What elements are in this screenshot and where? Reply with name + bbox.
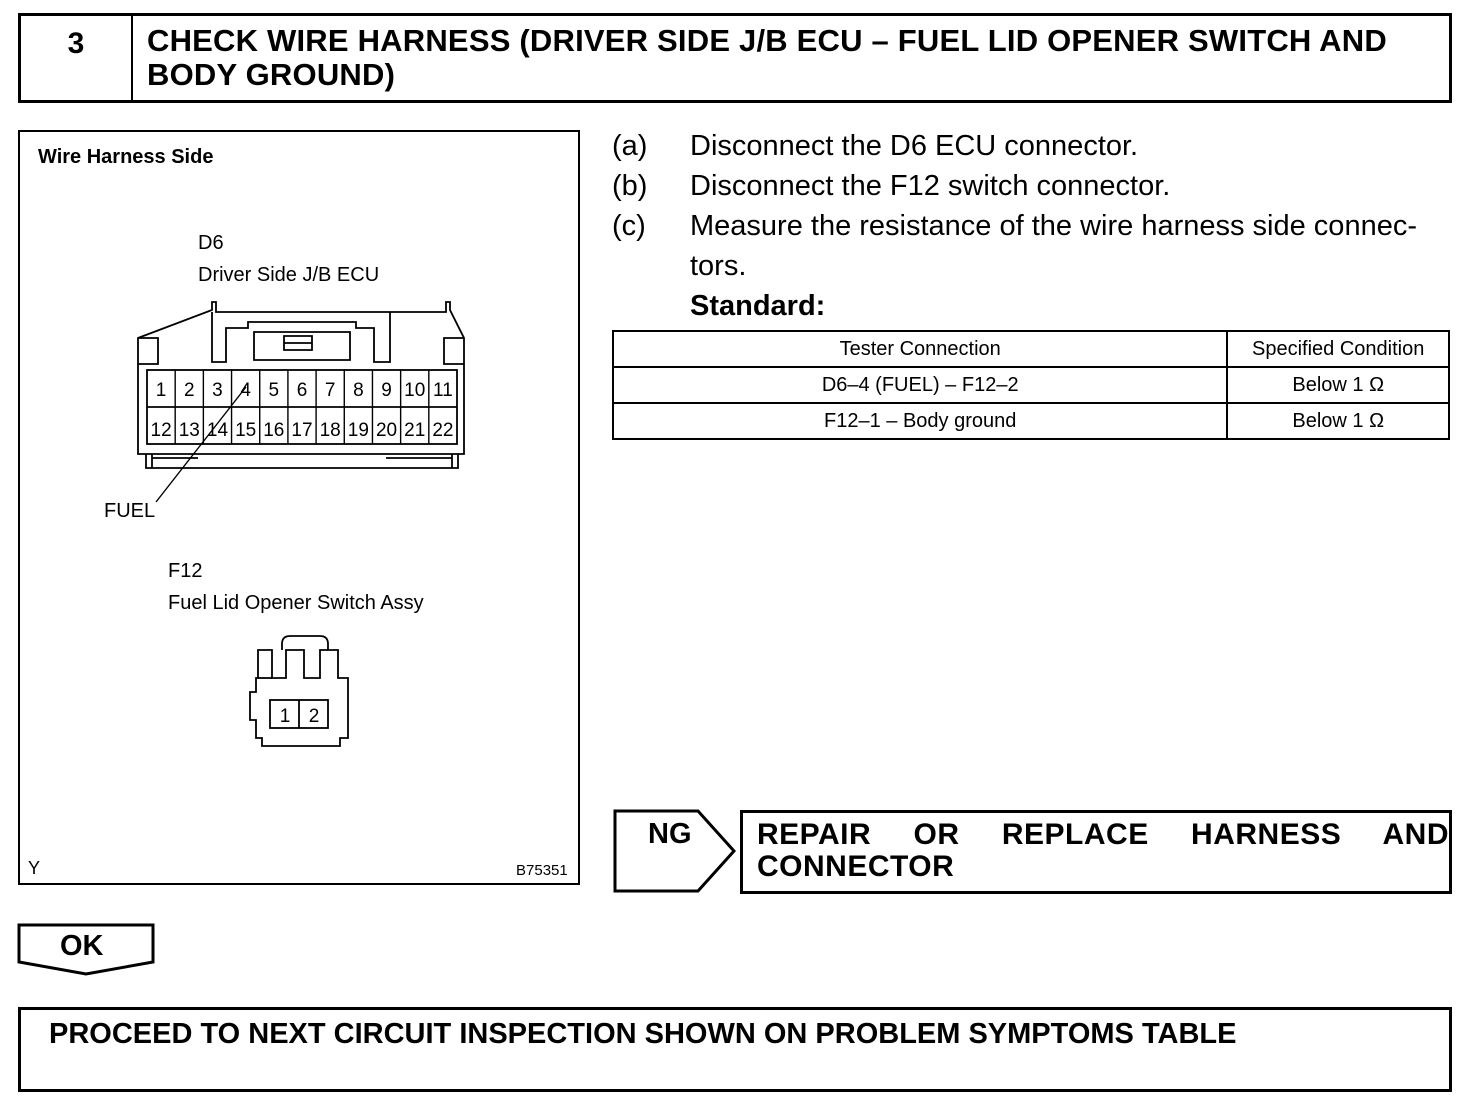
d6-pin-2: 2 — [183, 380, 195, 401]
d6-pin-7: 7 — [324, 380, 336, 401]
instruction-list — [612, 126, 1457, 326]
step-number: 3 — [21, 16, 133, 100]
d6-pin-13: 13 — [178, 420, 200, 441]
instruction-text: Disconnect the D6 ECU connector. — [690, 130, 1139, 162]
d6-name: Driver Side J/B ECU — [198, 264, 380, 286]
instruction-b — [612, 166, 1457, 206]
spec-table — [612, 330, 1450, 440]
d6-pin-11: 11 — [433, 380, 453, 401]
d6-pin-21: 21 — [404, 420, 426, 441]
f12-pin-2: 2 — [308, 706, 320, 727]
table-cell: Below 1 Ω — [1227, 403, 1449, 439]
d6-pin-19: 19 — [347, 420, 369, 441]
d6-pin-3: 3 — [212, 380, 223, 401]
f12-code: F12 — [168, 560, 203, 582]
table-header-row — [613, 331, 1449, 367]
corner-label: Y — [28, 858, 41, 878]
instruction-text: tors. — [690, 250, 747, 282]
table-cell: F12–1 – Body ground — [613, 403, 1227, 439]
instruction-c-continued — [612, 246, 1457, 286]
d6-pin-6: 6 — [296, 380, 308, 401]
d6-pin-5: 5 — [268, 380, 280, 401]
d6-pin-12: 12 — [150, 420, 172, 441]
d6-pin-10: 10 — [404, 380, 426, 401]
d6-pin-17: 17 — [291, 420, 313, 441]
step-title: CHECK WIRE HARNESS (DRIVER SIDE J/B ECU – FUEL LID OPENER SWITCH AND BODY GROUND) — [147, 23, 1387, 92]
standard-label: Standard: — [690, 290, 826, 322]
table-cell: Below 1 Ω — [1227, 367, 1449, 403]
fuel-callout-label: FUEL — [104, 500, 156, 522]
d6-code: D6 — [198, 232, 224, 254]
ok-result-box — [18, 1007, 1452, 1092]
d6-pin-8: 8 — [353, 380, 364, 401]
figure-code: B75351 — [516, 862, 568, 879]
instruction-letter: (b) — [612, 170, 648, 202]
ok-label: OK — [60, 930, 104, 962]
d6-pin-4: 4 — [240, 380, 251, 401]
ng-label: NG — [648, 818, 692, 850]
instruction-text: Measure the resistance of the wire harness side connec- — [690, 210, 1417, 242]
wire-harness-diagram — [18, 130, 580, 885]
instruction-c — [612, 206, 1457, 246]
instruction-text: Disconnect the F12 switch connector. — [690, 170, 1171, 202]
d6-pin-9: 9 — [381, 380, 392, 401]
d6-pin-18: 18 — [319, 420, 341, 441]
table-header: Tester Connection — [613, 331, 1227, 367]
f12-pin-1: 1 — [279, 706, 291, 727]
d6-pin-20: 20 — [375, 420, 398, 441]
diagram-heading: Wire Harness Side — [38, 146, 214, 168]
table-cell: D6–4 (FUEL) – F12–2 — [613, 367, 1227, 403]
step-header — [18, 13, 1452, 103]
d6-pin-15: 15 — [235, 420, 257, 441]
d6-pin-22: 22 — [432, 420, 454, 441]
instruction-letter: (a) — [612, 130, 648, 162]
d6-pin-1: 1 — [155, 380, 167, 401]
instruction-a — [612, 126, 1457, 166]
instruction-letter: (c) — [612, 210, 646, 242]
ng-result-line2: CONNECTOR — [757, 850, 955, 883]
table-row — [613, 403, 1449, 439]
d6-pin-16: 16 — [263, 420, 285, 441]
ng-result-box — [740, 810, 1452, 894]
table-row — [613, 367, 1449, 403]
f12-name: Fuel Lid Opener Switch Assy — [168, 592, 424, 614]
d6-pin-14: 14 — [206, 420, 229, 441]
f12-connector-body — [250, 650, 348, 746]
ok-result-text: PROCEED TO NEXT CIRCUIT INSPECTION SHOWN ON PROBLEM SYMPTOMS TABLE — [49, 1018, 1237, 1050]
table-header: Specified Condition — [1227, 331, 1449, 367]
ng-result-line1: REPAIR OR REPLACE HARNESS AND — [757, 818, 1449, 851]
